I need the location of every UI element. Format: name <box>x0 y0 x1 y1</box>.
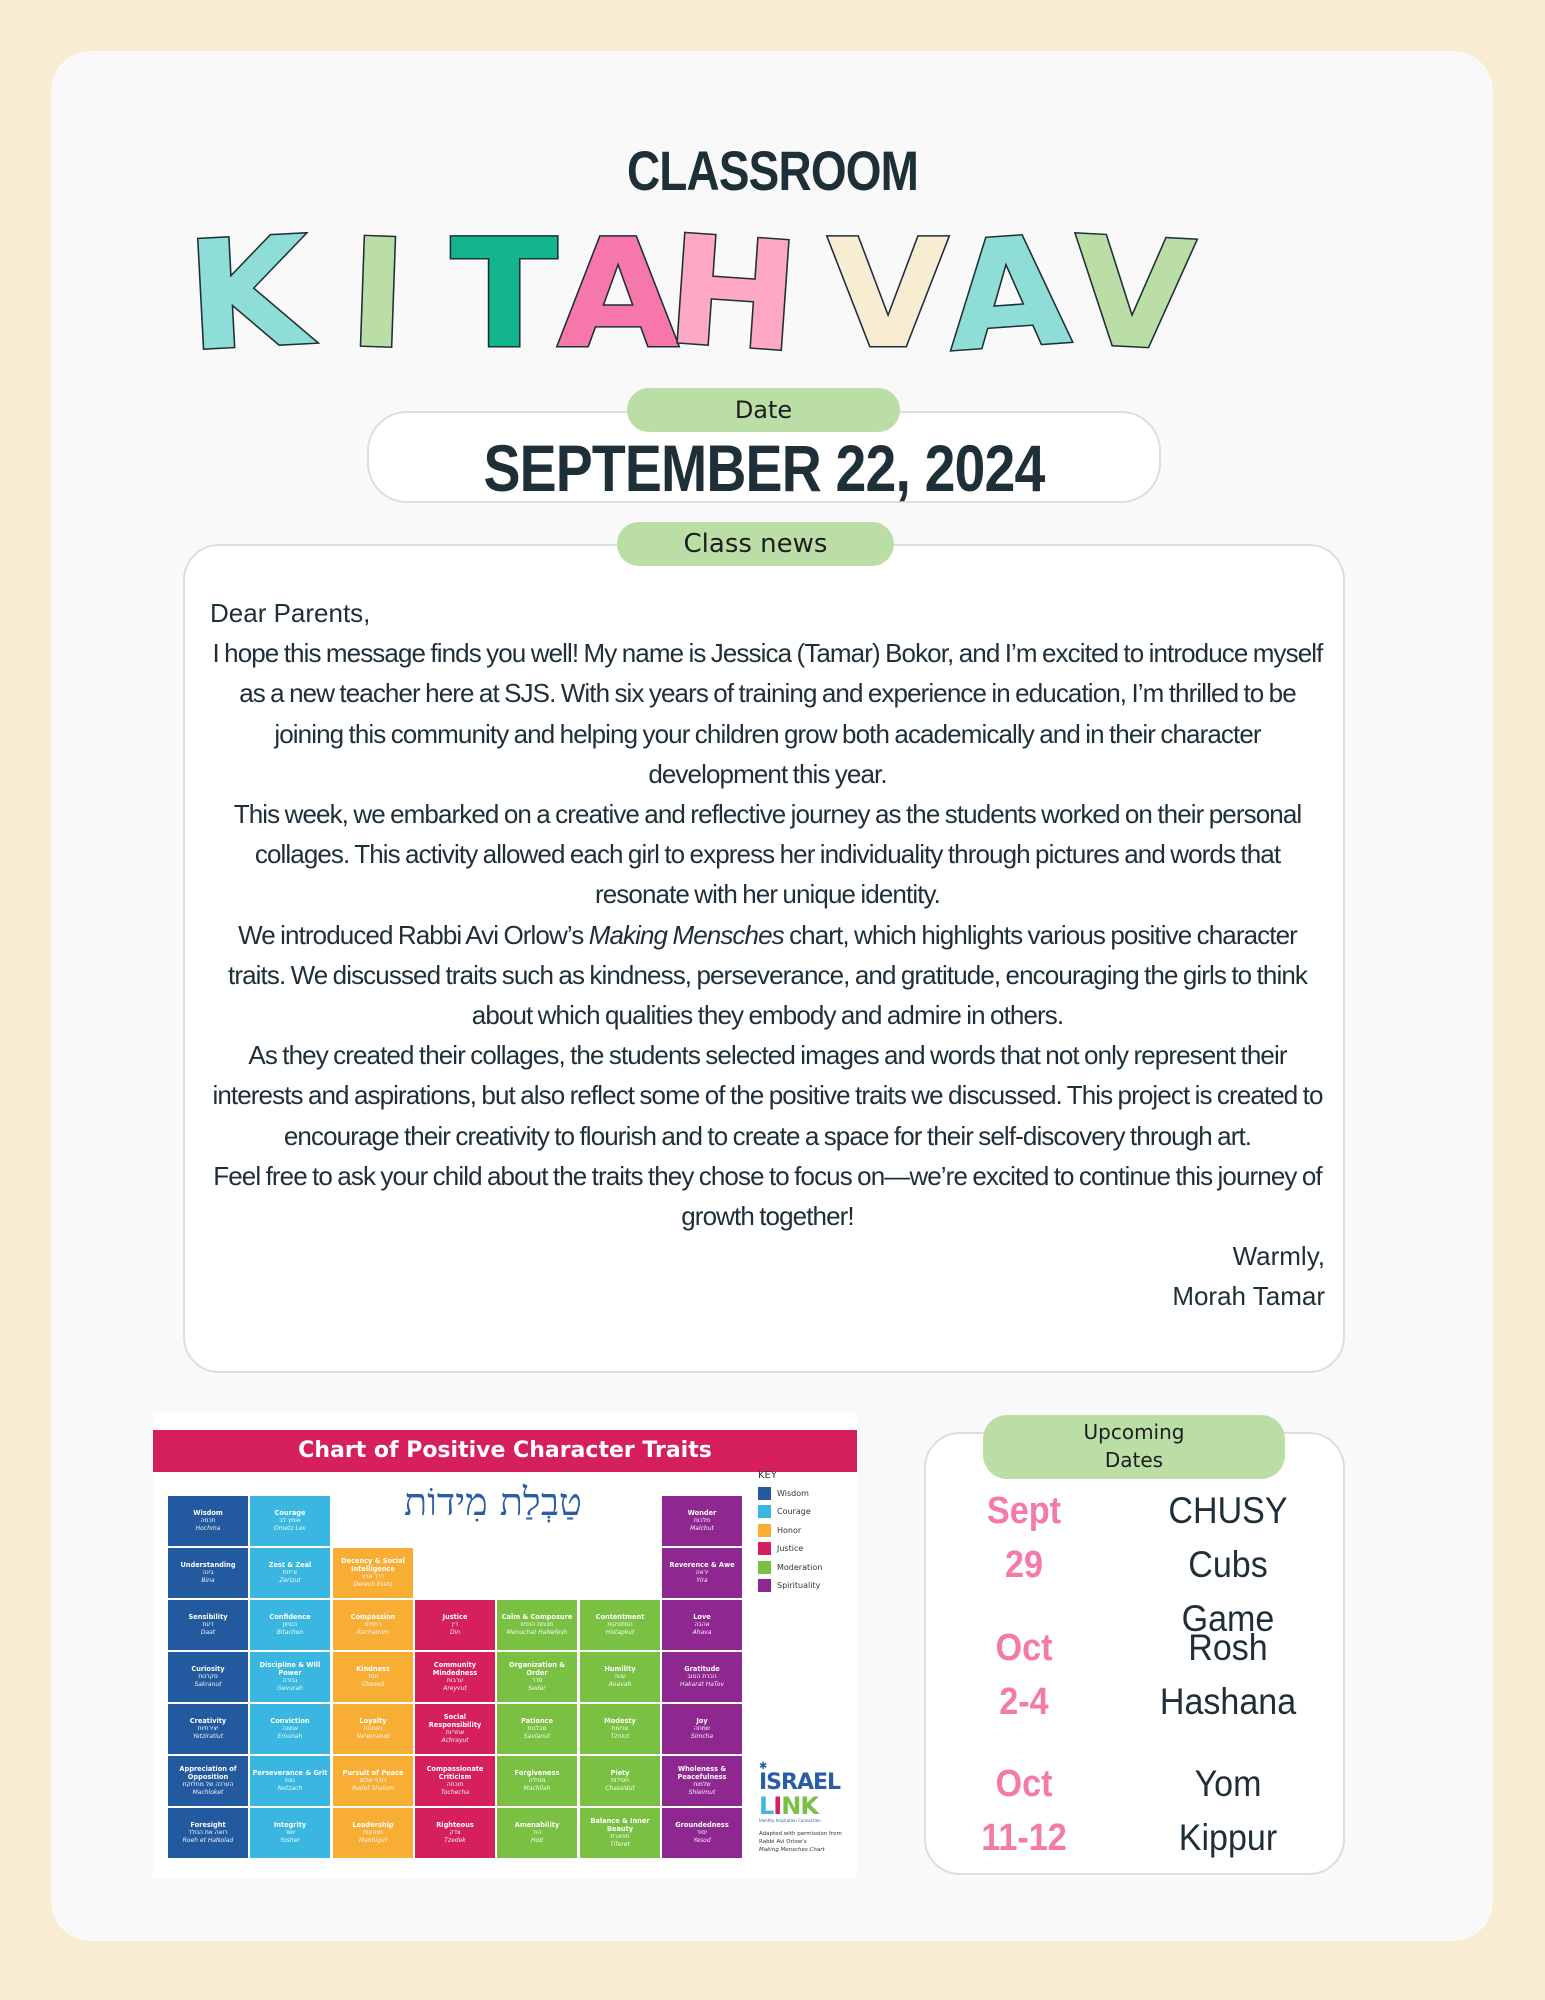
trait-cell <box>662 1496 742 1546</box>
trait-transliteration: Rachamim <box>357 1629 389 1636</box>
key-title: KEY <box>758 1470 777 1481</box>
trait-transliteration: Shleimut <box>688 1789 716 1796</box>
trait-cell <box>415 1704 495 1754</box>
trait-transliteration: Emunah <box>277 1733 303 1740</box>
trait-cell <box>250 1756 330 1806</box>
letter-salutation: Dear Parents, <box>210 598 371 628</box>
trait-hebrew: צדק <box>449 1829 461 1836</box>
logo-tagline: Identity Inspiration Connection <box>759 1818 821 1823</box>
trait-cell <box>333 1652 413 1702</box>
trait-name: Zest & Zeal <box>268 1561 312 1569</box>
key-item <box>758 1540 853 1559</box>
upcoming-event <box>924 1757 1345 1867</box>
trait-name: Wholeness & Peacefulness <box>677 1765 727 1781</box>
trait-cell <box>497 1600 577 1650</box>
trait-name: Joy <box>696 1717 708 1725</box>
trait-hebrew: נאמנות <box>363 1725 383 1732</box>
letter-text: We introduced Rabbi Avi Orlow’s <box>238 919 589 950</box>
trait-transliteration: Netzach <box>277 1785 303 1792</box>
trait-hebrew: אומץ לב <box>279 1517 301 1524</box>
trait-name: Compassion <box>350 1613 396 1621</box>
key-swatch <box>758 1487 771 1500</box>
trait-cell <box>415 1600 495 1650</box>
trait-cell <box>580 1600 660 1650</box>
trait-cell <box>662 1756 742 1806</box>
trait-name: Justice <box>442 1613 468 1621</box>
letter-paragraph: Feel free to ask your child about the traits they chose to focus on—we’re excited to continue this journey of growth together! <box>213 1160 1322 1232</box>
trait-transliteration: Bitachon <box>276 1629 304 1636</box>
key-label: Honor <box>777 1525 802 1535</box>
letter-paragraph <box>210 915 1325 1036</box>
trait-transliteration: Menuchat HaNefesh <box>506 1629 568 1636</box>
trait-name: Pursuit of Peace <box>342 1769 404 1777</box>
trait-hebrew: זריזות <box>282 1569 298 1576</box>
letter-signature: Morah Tamar <box>1172 1281 1325 1312</box>
trait-name: Wonder <box>687 1509 717 1517</box>
trait-name: Patience <box>520 1717 554 1725</box>
upcoming-event <box>924 1621 1345 1731</box>
trait-transliteration: Tzedek <box>444 1837 466 1844</box>
trait-cell <box>580 1756 660 1806</box>
chart-credit <box>759 1830 854 1854</box>
trait-name: Humility <box>604 1665 636 1673</box>
star-icon: ✱ <box>759 1761 768 1772</box>
trait-name: Integrity <box>273 1821 307 1829</box>
trait-cell <box>662 1548 742 1598</box>
trait-transliteration: Bina <box>201 1577 215 1584</box>
trait-name: Understanding <box>180 1561 236 1569</box>
trait-transliteration: Yosher <box>280 1837 300 1844</box>
trait-transliteration: Roeh et HaNolad <box>182 1837 234 1844</box>
trait-hebrew: יושר <box>284 1829 296 1836</box>
eyebrow-classroom: CLASSROOM <box>626 139 919 202</box>
key-label: Justice <box>777 1544 804 1554</box>
key-item <box>758 1558 853 1577</box>
trait-hebrew: שלמות <box>693 1781 711 1788</box>
trait-name: Discipline & Will Power <box>259 1661 321 1677</box>
title-letter: T <box>450 208 558 382</box>
title-letter: A <box>941 203 1075 387</box>
trait-name: Curiosity <box>191 1665 225 1673</box>
trait-name: Community Mindedness <box>432 1661 478 1677</box>
title-letter: V <box>1067 204 1199 386</box>
event-name <box>1129 1757 1328 1865</box>
title-letter: H <box>660 203 805 387</box>
letter-text: chart, which highlights various positive character traits. We discussed traits such as kindness, perseverance, and gratitude, encouraging the girls to think about which qualities they embody and admire in others. <box>228 919 1307 1031</box>
chart-title: Chart of Positive Character Traits <box>153 1430 857 1472</box>
key-item <box>758 1484 853 1503</box>
trait-cell <box>497 1808 577 1858</box>
trait-hebrew: דין <box>451 1621 459 1628</box>
trait-hebrew: מלכות <box>693 1517 711 1524</box>
trait-hebrew: שמחה <box>693 1725 711 1732</box>
trait-transliteration: Areyvut <box>443 1685 467 1692</box>
trait-transliteration: Tiferet <box>610 1841 630 1848</box>
trait-name: Compassionate Criticism <box>426 1765 484 1781</box>
trait-hebrew: הסתפקות <box>607 1621 633 1628</box>
trait-cell <box>415 1808 495 1858</box>
newsletter-date: SEPTEMBER 22, 2024 <box>483 431 1045 505</box>
event-date-line: 2-4 <box>999 1681 1049 1723</box>
event-date-line: Oct <box>995 1627 1053 1669</box>
trait-name: Calm & Composure <box>501 1613 573 1621</box>
trait-cell <box>168 1600 248 1650</box>
trait-cell <box>168 1496 248 1546</box>
pill-text: Upcoming <box>1083 1420 1185 1444</box>
trait-cell <box>662 1600 742 1650</box>
trait-hebrew: חכמה <box>200 1517 216 1524</box>
trait-transliteration: Simcha <box>690 1733 714 1740</box>
class-title-kitah-vav <box>182 203 1340 387</box>
trait-name: Modesty <box>604 1717 636 1725</box>
key-swatch <box>758 1524 771 1537</box>
trait-cell <box>662 1808 742 1858</box>
event-date-line: 29 <box>1004 1544 1044 1586</box>
trait-cell <box>250 1600 330 1650</box>
trait-transliteration: Gevurah <box>277 1685 303 1692</box>
trait-cell <box>580 1808 660 1858</box>
trait-transliteration: Ne'emanut <box>356 1733 390 1740</box>
trait-cell <box>497 1756 577 1806</box>
key-item <box>758 1521 853 1540</box>
trait-hebrew: סדר <box>531 1677 543 1684</box>
key-label: Moderation <box>777 1562 823 1572</box>
trait-hebrew: מחילה <box>528 1777 546 1784</box>
event-date-line: Sept <box>986 1490 1062 1532</box>
class-news-letter <box>210 593 1325 1317</box>
trait-name: Forgiveness <box>514 1769 560 1777</box>
trait-cell <box>250 1548 330 1598</box>
trait-hebrew: מנהיגות <box>363 1829 383 1836</box>
trait-hebrew: יצירתיות <box>197 1725 219 1732</box>
event-date-line: Oct <box>995 1763 1053 1805</box>
trait-transliteration: Tochecha <box>440 1789 470 1796</box>
event-name-line: Kippur <box>1178 1817 1278 1858</box>
event-name-line: Hashana <box>1159 1681 1297 1722</box>
trait-hebrew: רחמים <box>364 1621 382 1628</box>
trait-hebrew: הערכה של מחלוקת <box>182 1781 234 1788</box>
trait-name: Amenability <box>514 1821 560 1829</box>
title-letter: K <box>182 204 314 386</box>
trait-transliteration: Yira <box>696 1577 708 1584</box>
event-name-line: CHUSY Cubs <box>1168 1490 1288 1585</box>
logo-israel-text: ISRAEL <box>759 1770 841 1795</box>
event-date <box>934 1757 1114 1865</box>
trait-hebrew: רואה את הנולד <box>188 1829 228 1836</box>
trait-cell <box>250 1652 330 1702</box>
date-label-pill: Date <box>627 388 900 432</box>
character-traits-chart <box>153 1412 857 1878</box>
pill-text: Dates <box>1104 1448 1164 1472</box>
trait-hebrew: ענוה <box>614 1673 626 1680</box>
trait-hebrew: מנוחת הנפש <box>520 1621 554 1628</box>
trait-hebrew: הכרת הטוב <box>687 1673 717 1680</box>
trait-name: Balance & Inner Beauty <box>590 1817 650 1833</box>
trait-transliteration: Manhigut <box>358 1837 388 1844</box>
title-letter: I <box>345 207 411 383</box>
event-name <box>1129 1621 1328 1729</box>
trait-transliteration: Ometz Lev <box>273 1525 307 1532</box>
trait-hebrew: גבורה <box>282 1677 298 1684</box>
key-swatch <box>758 1561 771 1574</box>
trait-hebrew: תפארת <box>610 1833 630 1840</box>
trait-transliteration: Sakranut <box>194 1681 222 1688</box>
trait-hebrew: בטחון <box>282 1621 298 1628</box>
logo-letter: I <box>773 1792 782 1820</box>
trait-transliteration: Derech Eretz <box>353 1581 393 1588</box>
trait-name: Reverence & Awe <box>669 1561 735 1569</box>
trait-cell <box>168 1756 248 1806</box>
trait-name: Conviction <box>270 1717 310 1725</box>
trait-transliteration: Achrayut <box>441 1737 469 1744</box>
trait-transliteration: Din <box>449 1629 461 1636</box>
logo-letter: L <box>759 1792 774 1820</box>
trait-name: Foresight <box>190 1821 226 1829</box>
trait-cell <box>333 1756 413 1806</box>
trait-name: Sensibility <box>188 1613 228 1621</box>
trait-hebrew: חסד <box>367 1673 379 1680</box>
trait-hebrew: דרך ארץ <box>361 1573 385 1580</box>
title-letter: V <box>827 208 949 382</box>
trait-name: Appreciation of Opposition <box>179 1765 237 1781</box>
class-news-label-pill: Class news <box>617 522 894 566</box>
trait-cell <box>580 1704 660 1754</box>
trait-hebrew: בינה <box>202 1569 214 1576</box>
trait-cell <box>333 1704 413 1754</box>
trait-name: Contentment <box>595 1613 645 1621</box>
trait-name: Groundedness <box>675 1821 729 1829</box>
chart-key <box>758 1470 853 1595</box>
trait-hebrew: הוד <box>532 1829 542 1836</box>
trait-transliteration: Seder <box>528 1685 546 1692</box>
trait-cell <box>580 1652 660 1702</box>
trait-transliteration: Zerizut <box>279 1577 301 1584</box>
trait-name: Leadership <box>352 1821 394 1829</box>
trait-hebrew: נצח <box>285 1777 295 1784</box>
trait-name: Kindness <box>356 1665 390 1673</box>
trait-hebrew: אחריות <box>445 1729 465 1736</box>
trait-transliteration: Machilah <box>523 1785 551 1792</box>
trait-name: Creativity <box>189 1717 227 1725</box>
event-name-line: Rosh <box>1188 1627 1268 1668</box>
logo-letter: K <box>800 1792 818 1820</box>
title-letter: A <box>557 208 679 382</box>
trait-cell <box>250 1808 330 1858</box>
letter-paragraph: I hope this message finds you well! My name is Jessica (Tamar) Bokor, and I’m excited to introduce myself as a new teacher here at SJS. With six years of training and experience in education, I’m thrilled to be joining this community and helping your children grow both academically and in their character development this year. <box>212 638 1323 789</box>
credit-chart-name: Making Mensches Chart <box>759 1847 825 1853</box>
trait-transliteration: Hochma <box>195 1525 221 1532</box>
trait-cell <box>333 1548 413 1598</box>
trait-transliteration: Tzniut <box>610 1733 630 1740</box>
trait-name: Decency & Social Intelligence <box>341 1557 405 1573</box>
trait-hebrew: דעת <box>202 1621 214 1628</box>
trait-transliteration: Anavah <box>608 1681 632 1688</box>
upcoming-dates-label-pill <box>983 1415 1285 1479</box>
trait-hebrew: תוכחה <box>446 1781 464 1788</box>
trait-hebrew: צניעות <box>611 1725 629 1732</box>
trait-name: Piety <box>610 1769 630 1777</box>
trait-name: Organization & Order <box>509 1661 565 1677</box>
trait-name: Righteous <box>436 1821 474 1829</box>
trait-cell <box>415 1652 495 1702</box>
event-name-line: Game <box>1181 1598 1275 1639</box>
trait-transliteration: Histapkut <box>605 1629 635 1636</box>
trait-cell <box>662 1652 742 1702</box>
trait-transliteration: Yesod <box>693 1837 711 1844</box>
trait-transliteration: Machloket <box>192 1789 224 1796</box>
trait-hebrew: אמונה <box>281 1725 299 1732</box>
trait-cell <box>333 1600 413 1650</box>
key-label: Courage <box>777 1507 811 1517</box>
trait-transliteration: Chassidut <box>605 1785 635 1792</box>
event-name-line: Yom <box>1194 1763 1262 1804</box>
trait-name: Wisdom <box>193 1509 223 1517</box>
event-date <box>934 1621 1114 1729</box>
logo-link-text <box>759 1794 849 1818</box>
trait-cell <box>497 1704 577 1754</box>
trait-transliteration: Yetziratiut <box>192 1733 224 1740</box>
letter-paragraph: This week, we embarked on a creative and reflective journey as the students worked on their personal collages. This activity allowed each girl to express her individuality through pictures and words that resonate with her unique identity. <box>233 799 1302 910</box>
trait-name: Love <box>693 1613 711 1621</box>
trait-transliteration: Savlanut <box>523 1733 551 1740</box>
trait-cell <box>250 1496 330 1546</box>
trait-name: Gratitude <box>684 1665 720 1673</box>
trait-name: Loyalty <box>359 1717 387 1725</box>
trait-cell <box>168 1548 248 1598</box>
trait-name: Perseverance & Grit <box>252 1769 328 1777</box>
trait-hebrew: אהבה <box>694 1621 710 1628</box>
trait-hebrew: ערבות <box>446 1677 464 1684</box>
israel-link-logo <box>759 1762 849 1823</box>
trait-hebrew: יראה <box>695 1569 709 1576</box>
trait-cell <box>168 1704 248 1754</box>
trait-cell <box>415 1756 495 1806</box>
trait-cell <box>497 1652 577 1702</box>
trait-hebrew: חסידות <box>610 1777 629 1784</box>
key-item <box>758 1503 853 1522</box>
trait-cell <box>168 1808 248 1858</box>
trait-cell <box>168 1652 248 1702</box>
chart-hebrew-title: טַבְלַת מִידוֹת <box>404 1480 582 1524</box>
trait-hebrew: רודף שלום <box>359 1777 387 1784</box>
key-label: Spirituality <box>777 1581 821 1591</box>
letter-paragraph: As they created their collages, the students selected images and words that not only represent their interests and aspirations, but also reflect some of the positive traits we discussed. This project is created to encourage their creativity to flourish and to create a space for their self-discovery through art. <box>212 1040 1323 1151</box>
trait-transliteration: Malchut <box>690 1525 714 1532</box>
trait-name: Social Responsibility <box>428 1713 482 1729</box>
key-item <box>758 1577 853 1596</box>
event-date-line: 11-12 <box>981 1817 1067 1859</box>
letter-closing: Warmly, <box>1232 1241 1325 1272</box>
key-swatch <box>758 1542 771 1555</box>
credit-text: Adapted with permission from Rabbi Avi Orlow's <box>759 1831 842 1845</box>
trait-transliteration: Chesed <box>361 1681 385 1688</box>
logo-letter: N <box>781 1792 801 1820</box>
trait-transliteration: Hakarat HaTov <box>679 1681 725 1688</box>
trait-transliteration: Rodef Shalom <box>352 1785 394 1792</box>
trait-hebrew: סקרנות <box>198 1673 218 1680</box>
trait-transliteration: Ahava <box>692 1629 712 1636</box>
trait-cell <box>333 1808 413 1858</box>
upcoming-event <box>924 1484 1345 1639</box>
trait-cell <box>250 1704 330 1754</box>
trait-name: Confidence <box>269 1613 311 1621</box>
trait-hebrew: סבלנות <box>527 1725 547 1732</box>
trait-name: Courage <box>274 1509 306 1517</box>
key-swatch <box>758 1579 771 1592</box>
trait-cell <box>662 1704 742 1754</box>
event-date <box>934 1484 1114 1592</box>
trait-transliteration: Daat <box>200 1629 216 1636</box>
trait-transliteration: Hod <box>531 1837 543 1844</box>
key-swatch <box>758 1505 771 1518</box>
trait-hebrew: יסוד <box>696 1829 708 1836</box>
book-title-making-mensches: Making Mensches <box>588 919 784 950</box>
key-label: Wisdom <box>777 1488 809 1498</box>
